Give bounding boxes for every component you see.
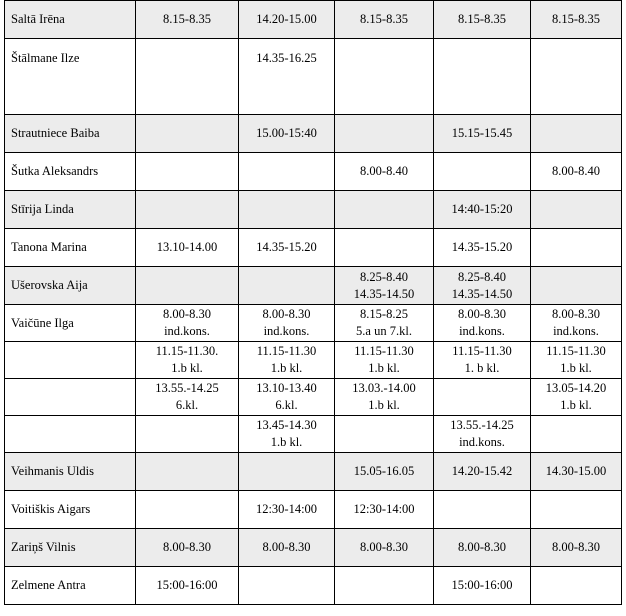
schedule-cell: [434, 567, 531, 605]
table-row: [5, 1, 622, 39]
schedule-time-line: 8.00-8.30: [163, 307, 211, 321]
schedule-time-line: 1.b kl.: [560, 361, 592, 375]
schedule-cell: [531, 39, 622, 115]
schedule-time-line: 11.15-11.30.: [155, 344, 219, 358]
schedule-time-line: 8.25-8.40: [360, 269, 408, 284]
schedule-cell: [239, 529, 335, 567]
schedule-cell: [531, 567, 622, 605]
schedule-time-line: 8.00-8.30: [262, 540, 311, 554]
schedule-time-line: 6.kl.: [275, 398, 298, 412]
schedule-time-line: 15.05-16.05: [353, 464, 415, 478]
schedule-cell: [136, 453, 239, 491]
schedule-cell: [434, 115, 531, 153]
schedule-time-line: 8.00-8.30: [552, 540, 600, 554]
schedule-cell: [335, 229, 434, 267]
schedule-cell: [531, 453, 622, 491]
schedule-cell: [239, 153, 335, 191]
schedule-time-line: 14.30-15.00: [545, 464, 607, 478]
schedule-time-line: ind.kons.: [263, 324, 310, 338]
schedule-cell: [434, 491, 531, 529]
schedule-time-line: ind.kons.: [164, 324, 210, 338]
schedule-time-line: 8.00-8.30: [360, 540, 408, 554]
schedule-cell: [136, 305, 239, 342]
schedule-cell: [136, 491, 239, 529]
schedule-time-line: 13.10-13.40: [256, 381, 317, 395]
teacher-name-cell: Strautniece Baiba: [5, 115, 136, 153]
schedule-cell: [136, 379, 239, 416]
schedule-cell: [434, 229, 531, 267]
schedule-cell: [239, 567, 335, 605]
schedule-time-line: 1.b kl.: [171, 361, 203, 375]
schedule-cell: [136, 153, 239, 191]
schedule-time-line: 8.00-8.40: [360, 164, 408, 178]
teacher-name-cell: Stīrija Linda: [5, 191, 136, 229]
schedule-cell: [335, 191, 434, 229]
schedule-cell: [335, 567, 434, 605]
schedule-time-line: 8.00-8.30: [163, 540, 211, 554]
table-row: [5, 416, 622, 453]
teacher-name-cell: Voitiškis Aigars: [5, 491, 136, 529]
table-row: [5, 379, 622, 416]
schedule-time-line: 5.a un 7.kl.: [356, 324, 412, 338]
schedule-time-line: 8.00-8.30: [458, 540, 506, 554]
schedule-cell: [335, 305, 434, 342]
table-row: [5, 153, 622, 191]
schedule-time-line: 13.45-14.30: [256, 418, 317, 432]
schedule-cell: [136, 267, 239, 305]
schedule-time-line: 14.20-15.00: [256, 12, 317, 26]
schedule-time-line: 14.35-15.20: [451, 240, 513, 254]
schedule-time-line: 1.b kl.: [270, 435, 303, 449]
schedule-time-line: 15.00-15:40: [256, 126, 317, 140]
schedule-time-line: ind.kons.: [553, 324, 599, 338]
schedule-cell: [335, 379, 434, 416]
schedule-time-line: 1.b kl.: [368, 361, 400, 375]
teacher-name-cell: Zelmene Antra: [5, 567, 136, 605]
teacher-name-cell: Ušerovska Aija: [5, 267, 136, 305]
table-row: [5, 115, 622, 153]
teacher-name-cell: [5, 379, 136, 416]
schedule-time-line: 8.15-8.35: [163, 12, 211, 26]
schedule-cell: [239, 191, 335, 229]
schedule-time-line: 14.35-15.20: [256, 240, 317, 254]
table-row: [5, 267, 622, 305]
schedule-cell: [335, 342, 434, 379]
schedule-cell: [531, 229, 622, 267]
schedule-cell: [136, 529, 239, 567]
schedule-cell: [531, 416, 622, 453]
teacher-name-cell: [5, 416, 136, 453]
schedule-time-line: 13.05-14.20: [545, 381, 607, 395]
schedule-cell: [434, 342, 531, 379]
table-row: [5, 453, 622, 491]
schedule-cell: [136, 416, 239, 453]
schedule-time-line: 15.15-15.45: [451, 126, 513, 140]
schedule-time-line: ind.kons.: [459, 324, 505, 338]
table-row: [5, 305, 622, 342]
schedule-time-line: 12:30-14:00: [255, 502, 318, 516]
table-row: [5, 491, 622, 529]
schedule-cell: [136, 342, 239, 379]
schedule-time-line: 11.15-11.30: [546, 344, 606, 358]
schedule-cell: [335, 1, 434, 39]
schedule-time-line: 11.15-11.30: [256, 344, 317, 358]
schedule-cell: [531, 491, 622, 529]
schedule-cell: [531, 305, 622, 342]
schedule-cell: [136, 191, 239, 229]
schedule-cell: [136, 39, 239, 115]
schedule-cell: [136, 115, 239, 153]
schedule-time-line: 8.00-8.40: [552, 164, 600, 178]
schedule-cell: [531, 1, 622, 39]
schedule-time-line: 8.15-8.25: [360, 307, 408, 321]
schedule-cell: [335, 453, 434, 491]
schedule-cell: [434, 529, 531, 567]
schedule-cell: [136, 1, 239, 39]
schedule-cell: [335, 153, 434, 191]
schedule-cell: [531, 379, 622, 416]
schedule-cell: [531, 153, 622, 191]
table-row: [5, 567, 622, 605]
schedule-time-line: 8.00-8.30: [552, 307, 600, 321]
teacher-name-cell: Šutka Aleksandrs: [5, 153, 136, 191]
schedule-cell: [239, 416, 335, 453]
schedule-cell: [434, 453, 531, 491]
schedule-time-line: 12:30-14:00: [353, 502, 415, 516]
teacher-name-cell: Saltā Irēna: [5, 1, 136, 39]
schedule-cell: [434, 267, 531, 305]
consultation-schedule-table: [4, 0, 622, 605]
schedule-time-line: 8.00-8.30: [458, 307, 506, 321]
schedule-cell: [239, 342, 335, 379]
schedule-cell: [335, 529, 434, 567]
table-row: [5, 229, 622, 267]
table-row: [5, 342, 622, 379]
teacher-name-cell: Vaičūne Ilga: [5, 305, 136, 342]
schedule-time-line: 8.00-8.30: [262, 307, 311, 321]
schedule-cell: [136, 229, 239, 267]
table-row: [5, 529, 622, 567]
teacher-name-cell: Zariņš Vilnis: [5, 529, 136, 567]
schedule-time-line: 1.b kl.: [560, 398, 592, 412]
schedule-time-line: 1.b kl.: [270, 361, 303, 375]
schedule-time-line: 11.15-11.30: [354, 344, 414, 358]
schedule-time-line: 1.b kl.: [368, 398, 400, 412]
schedule-cell: [335, 491, 434, 529]
schedule-time-line: 15:00-16:00: [451, 578, 513, 592]
schedule-time-line: 14.20-15.42: [451, 464, 513, 478]
schedule-cell: [434, 1, 531, 39]
schedule-time-line: 13.03.-14.00: [352, 381, 416, 395]
schedule-time-line: 14:40-15:20: [451, 202, 513, 216]
schedule-cell: [239, 379, 335, 416]
teacher-name-cell: Veihmanis Uldis: [5, 453, 136, 491]
schedule-cell: [434, 379, 531, 416]
schedule-time-line: 1. b kl.: [464, 361, 500, 375]
schedule-time-line: 14.35-16.25: [256, 51, 317, 65]
schedule-cell: [239, 267, 335, 305]
schedule-time-line: 8.15-8.35: [552, 12, 600, 26]
schedule-cell: [531, 191, 622, 229]
schedule-cell: [239, 229, 335, 267]
schedule-time-line: 8.15-8.35: [458, 12, 506, 26]
schedule-cell: [531, 342, 622, 379]
table-row: [5, 39, 622, 115]
schedule-time-line: 8.25-8.40: [458, 269, 506, 284]
schedule-time-line: 14.35-14.50: [353, 286, 415, 301]
schedule-cell: [335, 115, 434, 153]
schedule-time-line: ind.kons.: [459, 435, 505, 449]
schedule-cell: [136, 567, 239, 605]
schedule-cell: [239, 115, 335, 153]
schedule-time-line: 11.15-11.30: [452, 344, 512, 358]
schedule-cell: [239, 491, 335, 529]
schedule-cell: [434, 153, 531, 191]
schedule-cell: [434, 191, 531, 229]
schedule-cell: [531, 115, 622, 153]
table-row: [5, 191, 622, 229]
schedule-time-line: 14.35-14.50: [451, 286, 513, 301]
schedule-cell: [239, 453, 335, 491]
schedule-cell: [434, 305, 531, 342]
schedule-time-line: 13.55.-14.25: [450, 418, 514, 432]
teacher-name-cell: [5, 342, 136, 379]
schedule-time-line: 8.15-8.35: [360, 12, 408, 26]
schedule-cell: [239, 39, 335, 115]
schedule-cell: [335, 267, 434, 305]
schedule-cell: [335, 39, 434, 115]
schedule-cell: [531, 529, 622, 567]
schedule-cell: [434, 39, 531, 115]
schedule-time-line: 15:00-16:00: [156, 578, 218, 592]
schedule-time-line: 13.55.-14.25: [155, 381, 219, 395]
schedule-cell: [434, 416, 531, 453]
schedule-cell: [531, 267, 622, 305]
teacher-name-cell: Štālmane Ilze: [5, 39, 136, 115]
schedule-cell: [335, 416, 434, 453]
schedule-time-line: 6.kl.: [175, 398, 199, 412]
schedule-cell: [239, 305, 335, 342]
schedule-cell: [239, 1, 335, 39]
schedule-time-line: 13.10-14.00: [156, 240, 218, 254]
teacher-name-cell: Tanona Marina: [5, 229, 136, 267]
